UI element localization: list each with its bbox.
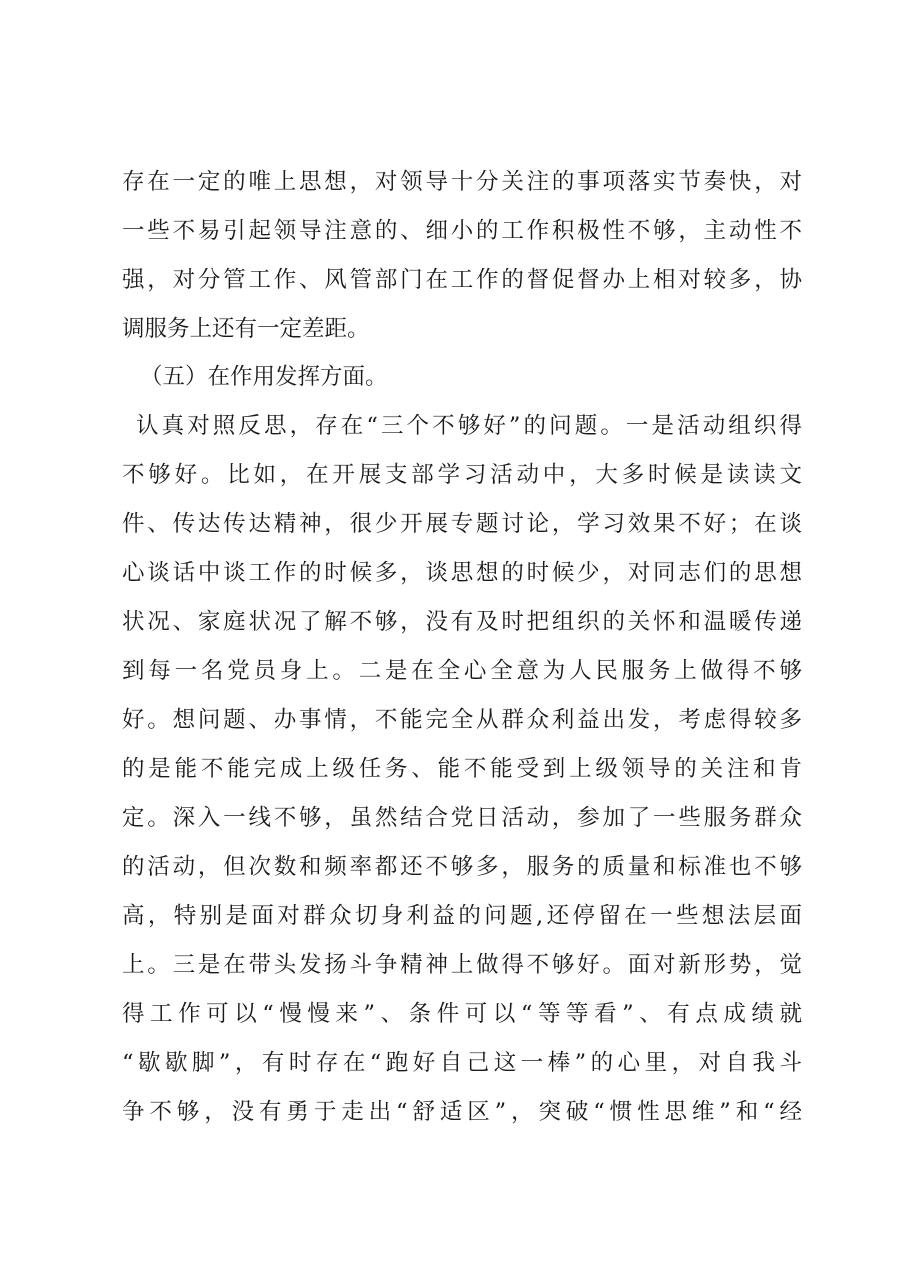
paragraph-line: 件、传达传达精神，很少开展专题讨论，学习效果不好；在谈 [122, 511, 802, 537]
paragraph-line: 得工作可以“慢慢来”、条件可以“等等看”、有点成绩就 [122, 1001, 802, 1027]
paragraph-line: 认真对照反思，存在“三个不够好”的问题。一是活动组织得 [136, 413, 802, 439]
paragraph-line: 定。深入一线不够，虽然结合党日活动，参加了一些服务群众 [122, 805, 802, 831]
paragraph-line: 心谈话中谈工作的时候多，谈思想的时候少，对同志们的思想 [122, 560, 802, 586]
paragraph-line: 上。三是在带头发扬斗争精神上做得不够好。面对新形势，觉 [122, 952, 802, 978]
paragraph-line: 调服务上还有一定差距。 [122, 316, 370, 342]
paragraph-line: 强，对分管工作、风管部门在工作的督促督办上相对较多，协 [122, 267, 802, 293]
paragraph-line: 一些不易引起领导注意的、细小的工作积极性不够，主动性不 [122, 218, 802, 244]
paragraph-line: 不够好。比如，在开展支部学习活动中，大多时候是读读文 [122, 462, 802, 488]
paragraph-line: 存在一定的唯上思想，对领导十分关注的事项落实节奏快，对 [122, 169, 802, 195]
paragraph-line: 状况、家庭状况了解不够，没有及时把组织的关怀和温暖传递 [122, 609, 802, 635]
paragraph-line: 高，特别是面对群众切身利益的问题,还停留在一些想法层面 [122, 903, 802, 929]
paragraph-line: “歇歇脚”，有时存在“跑好自己这一棒”的心里，对自我斗 [122, 1050, 802, 1076]
paragraph-line: 好。想问题、办事情，不能完全从群众利益出发，考虑得较多 [122, 707, 802, 733]
paragraph-line: 的活动，但次数和频率都还不够多，服务的质量和标准也不够 [122, 854, 802, 880]
section-heading: （五）在作用发挥方面。 [140, 364, 388, 390]
paragraph-line: 到每一名党员身上。二是在全心全意为人民服务上做得不够 [122, 658, 802, 684]
paragraph-line: 争不够，没有勇于走出“舒适区”，突破“惯性思维”和“经 [122, 1099, 802, 1125]
paragraph-line: 的是能不能完成上级任务、能不能受到上级领导的关注和肯 [122, 756, 802, 782]
